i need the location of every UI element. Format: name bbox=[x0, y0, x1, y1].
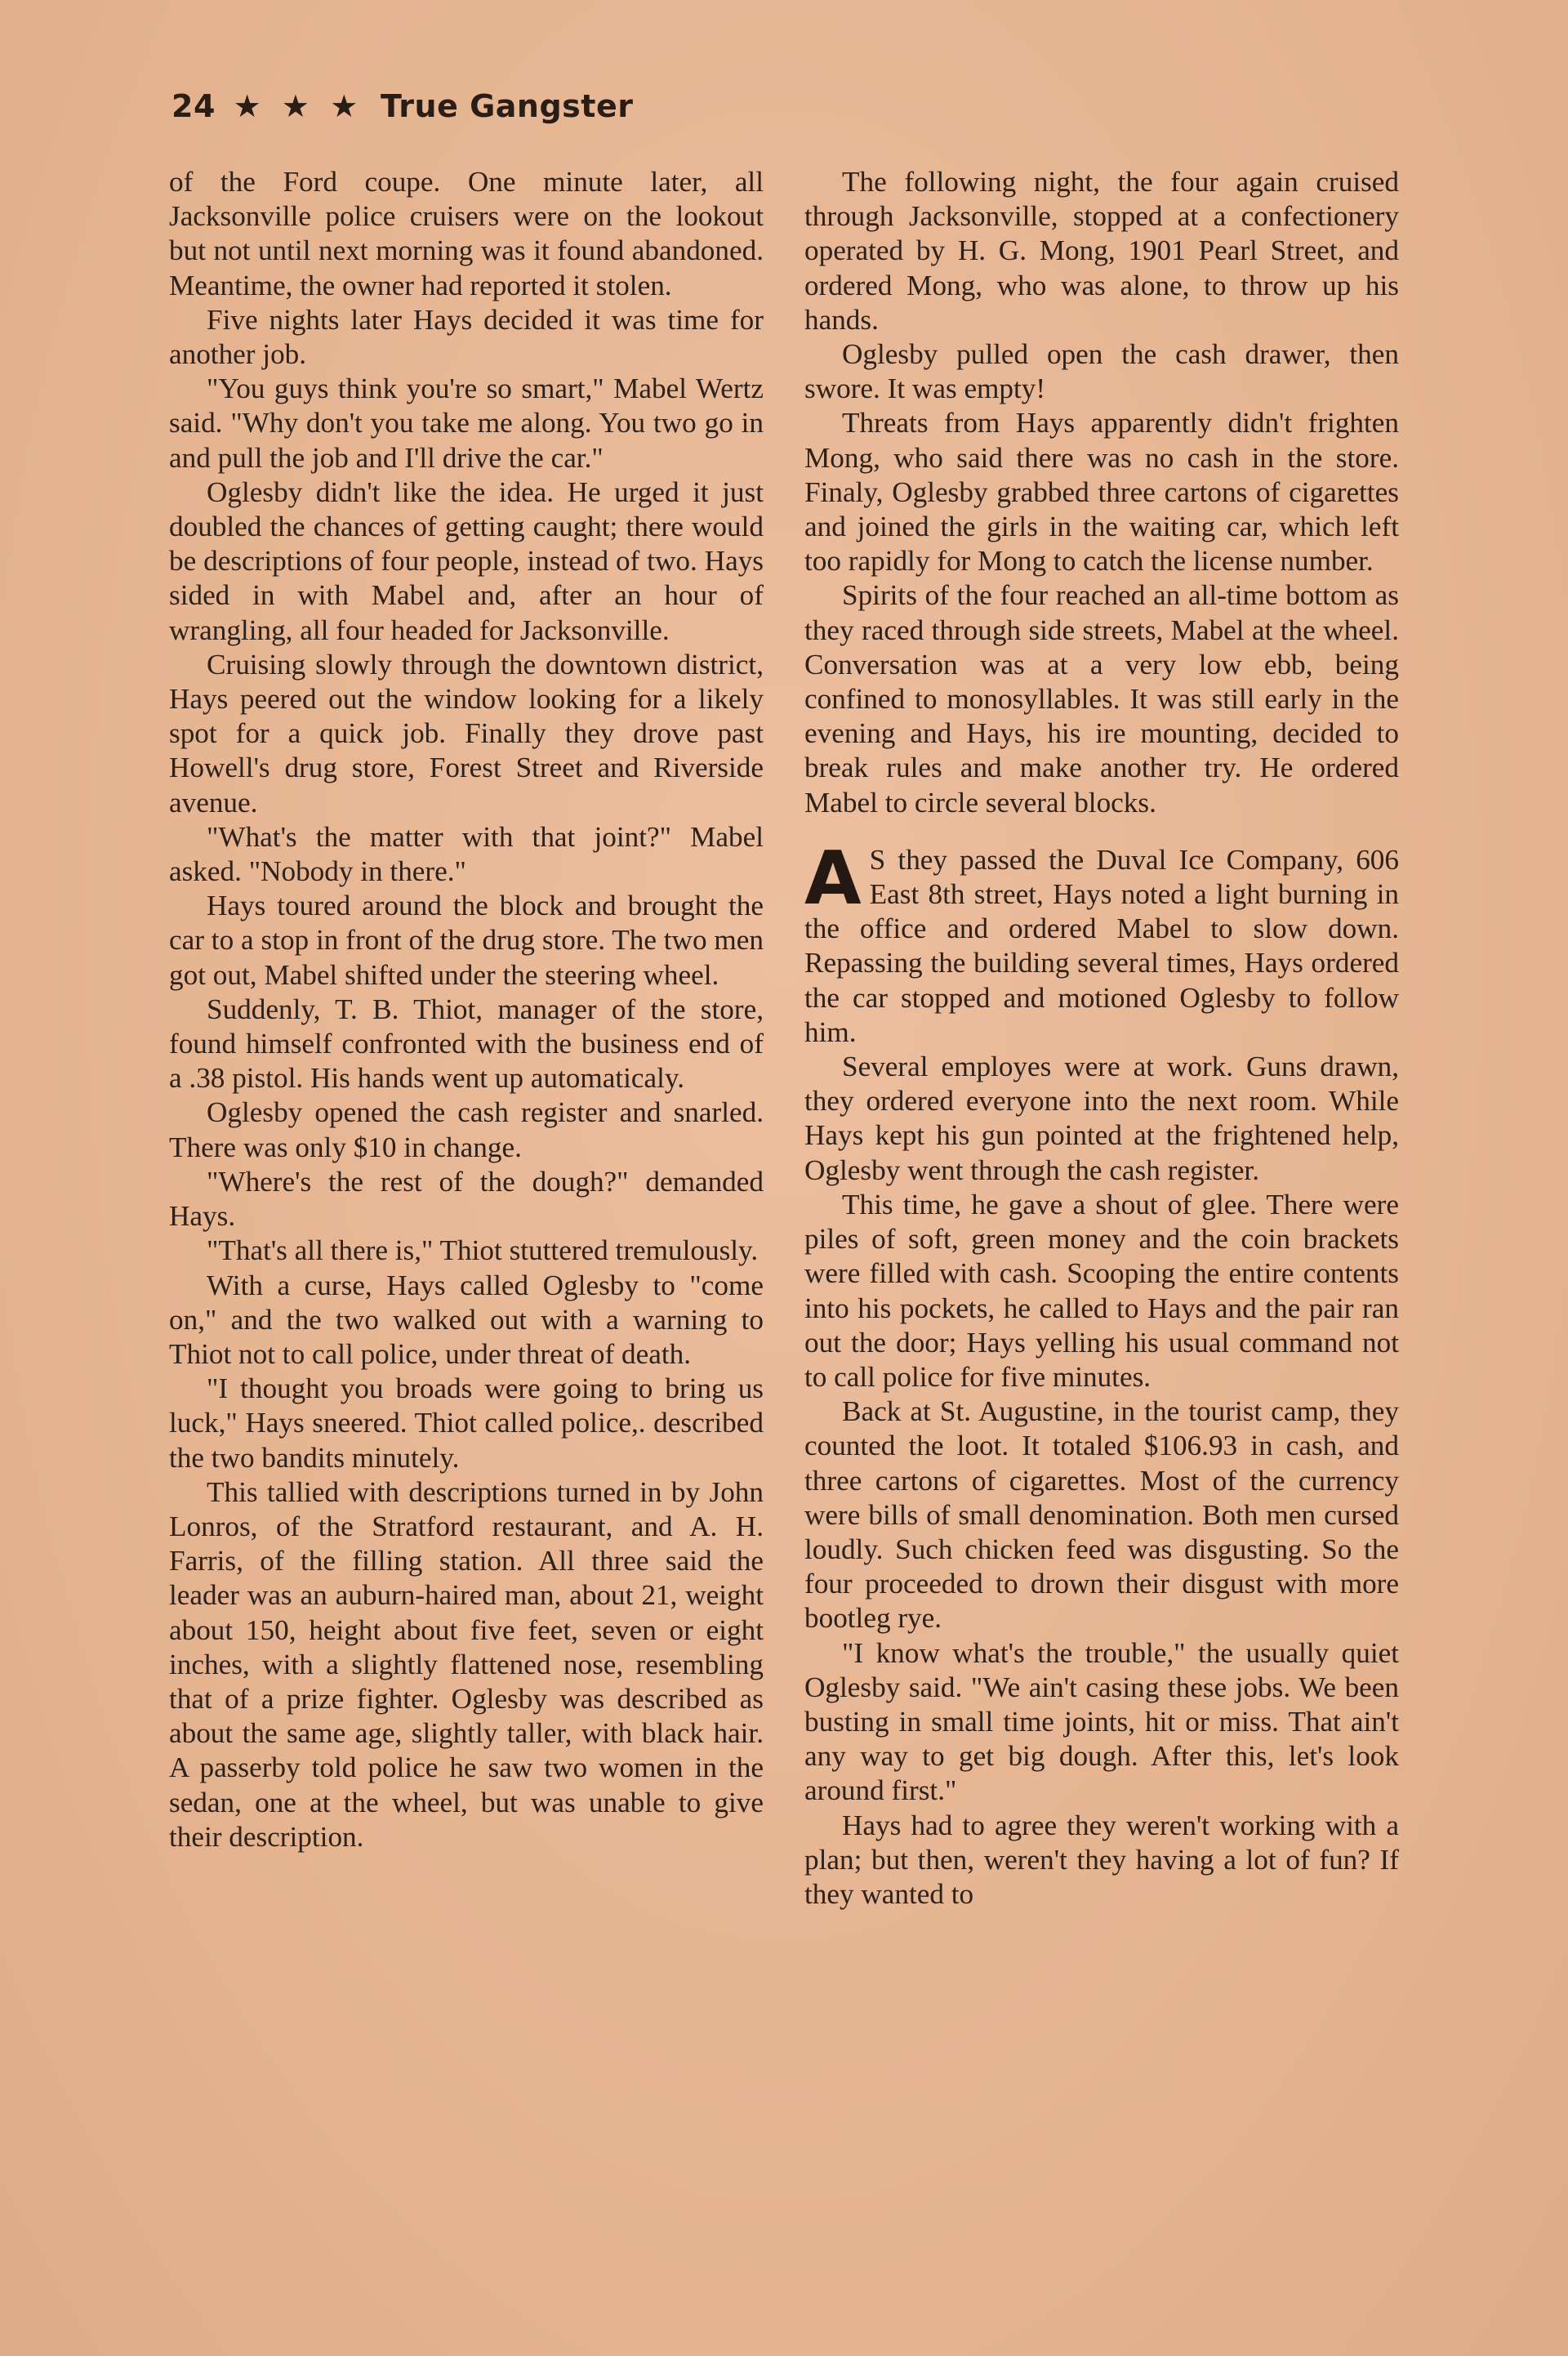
paragraph: "What's the matter with that joint?" Mabel asked. "Nobody in there." bbox=[169, 820, 764, 888]
page-header bbox=[172, 88, 633, 124]
drop-cap-paragraph-text: S they passed the Duval Ice Company, 606 East 8th street, Hays noted a light burning in the office and ordered Mabel to slow down. Repassing the building several times, Hays ordered the car stopped and motioned Oglesby to follow him. bbox=[804, 843, 1399, 1048]
paragraph: This time, he gave a shout of glee. There were piles of soft, green money and the coin brackets were filled with cash. Scooping the entire contents into his pockets, he called to Hays and the pair ran out the door; Hays yelling his usual command not to call police for five minutes. bbox=[804, 1188, 1399, 1393]
paragraph: Oglesby pulled open the cash drawer, then swore. It was empty! bbox=[804, 338, 1399, 405]
paragraph: Oglesby didn't like the idea. He urged it just doubled the chances of getting caught; there would be descriptions of four people, instead of two. Hays sided in with Mabel and, after an hour of wrangling, all four headed for Jacksonville. bbox=[169, 475, 764, 646]
paragraph: Spirits of the four reached an all-time bottom as they raced through side streets, Mabel at the wheel. Conversation was at a very low ebb, being confined to monosyllables. It was still early in the evening and Hays, his ire mounting, decided to break rules and make another try. He ordered Mabel to circle several blocks. bbox=[804, 579, 1399, 819]
paragraph: Five nights later Hays decided it was time for another job. bbox=[169, 303, 764, 371]
paragraph: Hays toured around the block and brought the car to a stop in front of the drug store. The two men got out, Mabel shifted under the steering wheel. bbox=[169, 890, 764, 991]
paragraph: "I know what's the trouble," the usually quiet Oglesby said. "We ain't casing these jobs. We been busting in small time joints, hit or miss. That ain't any way to get big dough. After this, let's look around first." bbox=[804, 1636, 1399, 1807]
paragraph: "That's all there is," Thiot stuttered tremulously. bbox=[207, 1234, 759, 1267]
paragraph: With a curse, Hays called Oglesby to "come on," and the two walked out with a warning to Thiot not to call police, under threat of death. bbox=[169, 1269, 764, 1370]
left-column bbox=[169, 165, 764, 1854]
paragraph: Hays had to agree they weren't working with a plan; but then, weren't they having a lot of fun? If they wanted to bbox=[804, 1809, 1399, 1910]
drop-cap-letter: A bbox=[804, 835, 862, 921]
paragraph: Suddenly, T. B. Thiot, manager of the store, found himself confronted with the business end of a .38 pistol. His hands went up automaticaly. bbox=[169, 993, 764, 1095]
paragraph: "I thought you broads were going to bring us luck," Hays sneered. Thiot called police,. described the two bandits minutely. bbox=[169, 1372, 764, 1474]
stars-ornament: ★ ★ ★ bbox=[233, 88, 363, 124]
paragraph: This tallied with descriptions turned in by John Lonros, of the Stratford restaurant, and A. H. Farris, of the filling station. All three said the leader was an auburn-haired man, about 21, weight about 150, height about five feet, seven or eight inches, with a slightly flattened nose, resembling that of a prize fighter. Oglesby was described as about the same age, slightly taller, with black hair. A passerby told police he saw two women in the sedan, one at the wheel, but was unable to give their description. bbox=[169, 1475, 764, 1853]
paragraph: Back at St. Augustine, in the tourist camp, they counted the loot. It totaled $106.93 in cash, and three cartons of cigarettes. Most of the currency were bills of small denomination. Both men cursed loudly. Such chicken feed was disgusting. So the four proceeded to drown their disgust with more bootleg rye. bbox=[804, 1395, 1399, 1635]
paragraph: Cruising slowly through the downtown district, Hays peered out the window looking for a likely spot for a quick job. Finally they drove past Howell's drug store, Forest Street and Riverside avenue. bbox=[169, 648, 764, 819]
paragraph: The following night, the four again cruised through Jacksonville, stopped at a confectionery operated by H. G. Mong, 1901 Pearl Street, and ordered Mong, who was alone, to throw up his hands. bbox=[804, 166, 1399, 336]
right-column bbox=[804, 165, 1399, 1912]
magazine-title: True Gangster bbox=[381, 88, 634, 124]
paragraph: Threats from Hays apparently didn't frighten Mong, who said there was no cash in the store. Finaly, Oglesby grabbed three cartons of cigarettes and joined the girls in the waiting car, which left too rapidly for Mong to catch the license number. bbox=[804, 407, 1399, 578]
drop-cap-paragraph bbox=[804, 835, 1399, 1050]
paragraph: of the Ford coupe. One minute later, all Jacksonville police cruisers were on the lookout but not until next morning was it found abandoned. Meantime, the owner had reported it stolen. bbox=[169, 166, 764, 301]
paragraph: "Where's the rest of the dough?" demanded Hays. bbox=[169, 1165, 764, 1233]
paragraph: "You guys think you're so smart," Mabel Wertz said. "Why don't you take me along. You two go in and pull the job and I'll drive the car." bbox=[169, 373, 764, 474]
paragraph: Oglesby opened the cash register and snarled. There was only $10 in change. bbox=[169, 1096, 764, 1163]
page-number: 24 bbox=[172, 88, 216, 124]
paragraph: Several employes were at work. Guns drawn, they ordered everyone into the next room. While Hays kept his gun pointed at the frightened help, Oglesby went through the cash register. bbox=[804, 1051, 1399, 1186]
